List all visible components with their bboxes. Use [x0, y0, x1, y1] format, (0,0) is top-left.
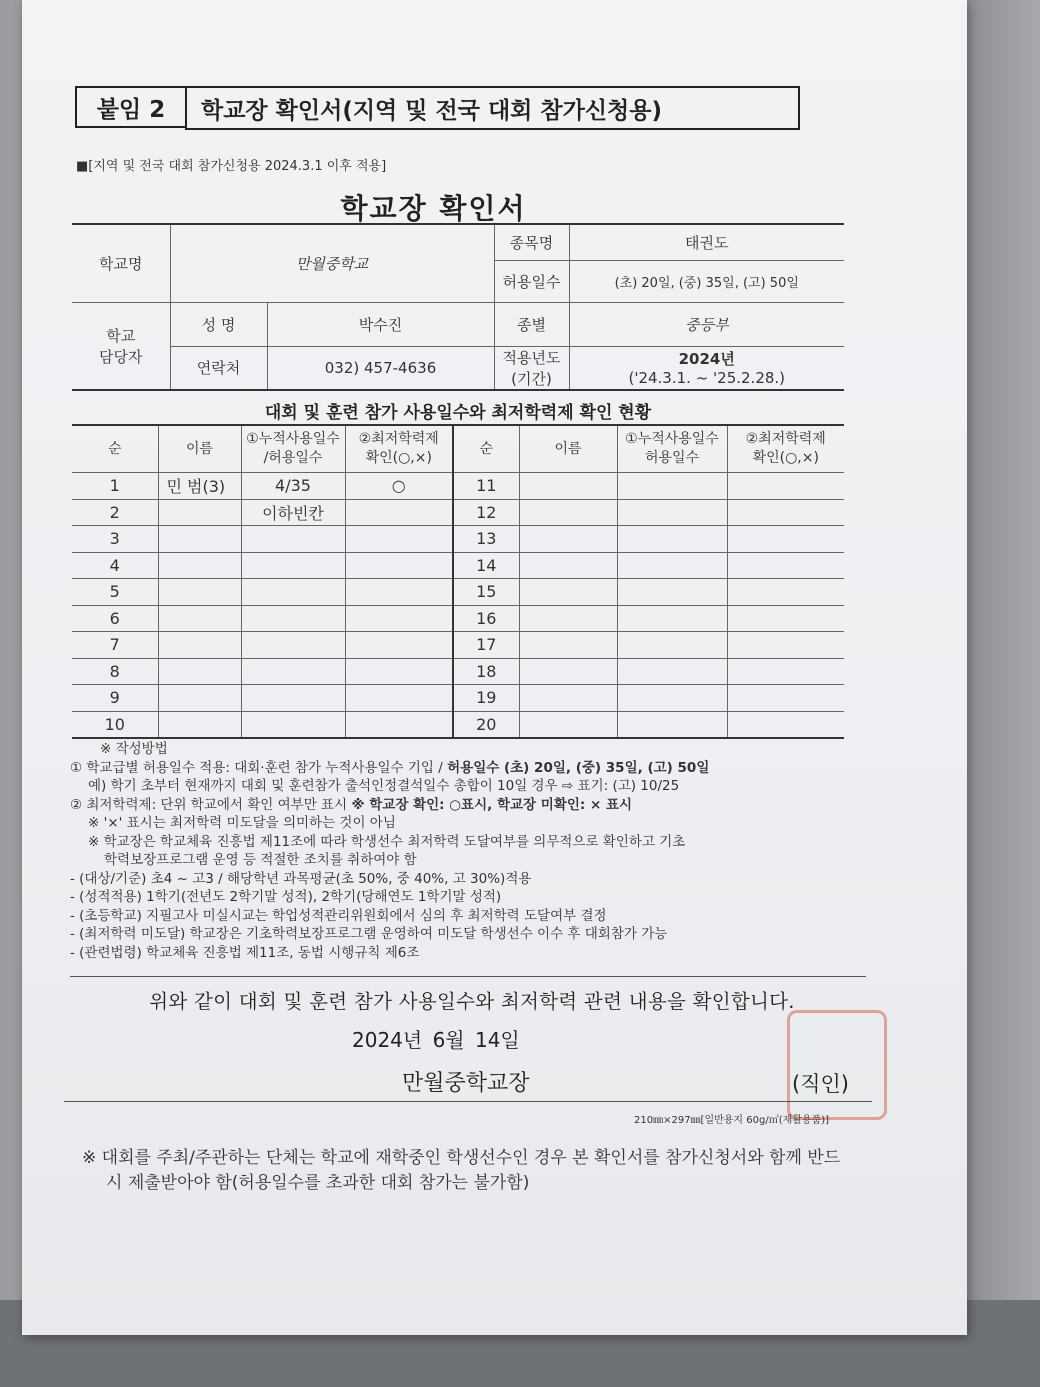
- row-no: 9: [72, 685, 158, 712]
- name-value: 박수진: [267, 302, 494, 346]
- row-check: ○: [345, 473, 453, 500]
- row-days: 4/35: [241, 473, 345, 500]
- row-no-right: 20: [453, 711, 519, 738]
- row-check-right: [727, 711, 844, 738]
- row-name-right: [519, 473, 617, 500]
- row-name-right: [519, 552, 617, 579]
- staff-label: 학교 담당자: [72, 302, 170, 390]
- note-6: - (성적적용) 1학기(전년도 2학기말 성적), 2학기(당해연도 1학기말 성적): [70, 889, 502, 905]
- note-7: - (초등학교) 지필고사 미실시교는 학업성적관리위원회에서 심의 후 최저학력 도달여부 결정: [70, 907, 607, 924]
- row-name: [158, 711, 241, 738]
- contact-label: 연락처: [170, 346, 267, 390]
- school-name-label: 학교명: [72, 224, 170, 302]
- row-check: [345, 552, 453, 579]
- header-name-right: 이름: [519, 425, 617, 473]
- row-no-right: 15: [453, 579, 519, 606]
- row-check-right: [727, 552, 844, 579]
- notes-heading: ※ 작성방법: [100, 741, 168, 757]
- allowed-days-value: (초) 20일, (중) 35일, (고) 50일: [569, 260, 844, 302]
- row-days: [241, 605, 345, 632]
- principal-name: 만월중학교장: [402, 1071, 530, 1096]
- row-check-right: [727, 499, 844, 526]
- row-check-right: [727, 605, 844, 632]
- table-row: [72, 579, 844, 606]
- note-1: ① 학교급별 허용일수 적용: 대회·훈련 참가 누적사용일수 기입 / 허용일수 (초) 20일, (중) 35일, (고) 50일: [70, 759, 710, 776]
- year-value: 2024년 ('24.3.1. ~ '25.2.28.): [569, 346, 844, 390]
- row-no-right: 19: [453, 685, 519, 712]
- row-name-right: [519, 658, 617, 685]
- name-label: 성 명: [170, 302, 267, 346]
- row-days: [241, 632, 345, 659]
- row-no-right: 13: [453, 526, 519, 553]
- header-days-right: ①누적사용일수 허용일수: [617, 425, 727, 473]
- row-no: 8: [72, 658, 158, 685]
- note-5: - (대상/기준) 초4 ~ 고3 / 해당학년 과목평균(초 50%, 중 40%, 고 30%)적용: [70, 870, 532, 887]
- row-name-right: [519, 711, 617, 738]
- document-paper: [22, 0, 967, 1335]
- main-title: 학교장 확인서: [340, 192, 527, 225]
- row-no: 5: [72, 579, 158, 606]
- row-check-right: [727, 632, 844, 659]
- row-days-right: [617, 473, 727, 500]
- row-days-right: [617, 579, 727, 606]
- note-1-example: 예) 학기 초부터 현재까지 대회 및 훈련참가 출석인정결석일수 총합이 10일 경우 ⇨ 표기: (고) 10/25: [88, 778, 680, 794]
- row-check: [345, 632, 453, 659]
- row-check: [345, 685, 453, 712]
- row-name-right: [519, 685, 617, 712]
- instructions: [70, 740, 870, 962]
- row-no: 10: [72, 711, 158, 738]
- row-days: 이하빈칸: [241, 499, 345, 526]
- note-2: ② 최저학력제: 단위 학교에서 확인 여부만 표시 ※ 학교장 확인: ○표시, 학교장 미확인: × 표시: [70, 796, 633, 813]
- row-no-right: 17: [453, 632, 519, 659]
- row-days-right: [617, 552, 727, 579]
- attachment-label: 붙임 2: [75, 86, 187, 128]
- row-days-right: [617, 605, 727, 632]
- note-4-cont: 학력보장프로그램 운영 등 적절한 조치를 취하여야 함: [104, 852, 417, 868]
- note-9: - (관련법령) 학교체육 진흥법 제11조, 동법 시행규칙 제6조: [70, 944, 420, 961]
- table-row: [72, 711, 844, 738]
- row-name: [158, 658, 241, 685]
- row-name: [158, 526, 241, 553]
- row-check-right: [727, 658, 844, 685]
- row-check: [345, 526, 453, 553]
- row-name: [158, 499, 241, 526]
- header-no-right: 순: [453, 425, 519, 473]
- row-days: [241, 526, 345, 553]
- row-days: [241, 685, 345, 712]
- table-title: 대회 및 훈련 참가 사용일수와 최저학력제 확인 현황: [264, 403, 652, 423]
- row-check: [345, 711, 453, 738]
- table-row: [72, 526, 844, 553]
- row-no: 1: [72, 473, 158, 500]
- row-check-right: [727, 473, 844, 500]
- row-name-right: [519, 526, 617, 553]
- row-no: 3: [72, 526, 158, 553]
- table-row: [72, 605, 844, 632]
- header-academic: ②최저학력제 확인(○,×): [345, 425, 453, 473]
- table-row: [72, 632, 844, 659]
- note-8: - (최저학력 미도달) 학교장은 기초학력보장프로그램 운영하여 미도달 학생선수 이수 후 대회참가 가능: [70, 926, 668, 942]
- table-row: [72, 685, 844, 712]
- row-days-right: [617, 685, 727, 712]
- footer-notice: ※ 대회를 주최/주관하는 단체는 학교에 재학중인 학생선수인 경우 본 확인서를 참가신청서와 함께 반드 시 제출받아야 함(허용일수를 초과한 대회 참가는 불가함): [82, 1148, 841, 1193]
- confirm-statement: 위와 같이 대회 및 훈련 참가 사용일수와 최저학력 관련 내용을 확인합니다.: [149, 990, 795, 1013]
- allowed-days-label: 허용일수: [494, 260, 569, 302]
- apply-note: ■[지역 및 전국 대회 참가신청용 2024.3.1 이후 적용]: [76, 159, 387, 174]
- sport-label: 종목명: [494, 224, 569, 260]
- header-days: ①누적사용일수 /허용일수: [241, 425, 345, 473]
- table-row: [72, 473, 844, 500]
- row-name: [158, 579, 241, 606]
- row-no-right: 11: [453, 473, 519, 500]
- row-check-right: [727, 579, 844, 606]
- category-label: 종별: [494, 302, 569, 346]
- sport-value: 태권도: [569, 224, 844, 260]
- row-days-right: [617, 526, 727, 553]
- row-no-right: 18: [453, 658, 519, 685]
- header-academic-right: ②최저학력제 확인(○,×): [727, 425, 844, 473]
- header-no: 순: [72, 425, 158, 473]
- signature-rule: [64, 1101, 872, 1102]
- info-table: [72, 223, 844, 391]
- contact-value: 032) 457-4636: [267, 346, 494, 390]
- row-days: [241, 711, 345, 738]
- row-check: [345, 499, 453, 526]
- school-name-value: 만월중학교: [170, 224, 494, 302]
- row-days-right: [617, 632, 727, 659]
- row-check: [345, 579, 453, 606]
- paper-spec: 210㎜×297㎜[일반용지 60g/㎡(재활용품)]: [634, 1115, 830, 1126]
- row-name-right: [519, 632, 617, 659]
- row-name: 민 범(3): [158, 473, 241, 500]
- table-row: [72, 499, 844, 526]
- header-name: 이름: [158, 425, 241, 473]
- row-no: 6: [72, 605, 158, 632]
- row-name: [158, 685, 241, 712]
- row-no: 4: [72, 552, 158, 579]
- row-no: 2: [72, 499, 158, 526]
- row-name: [158, 632, 241, 659]
- row-days-right: [617, 658, 727, 685]
- row-days: [241, 579, 345, 606]
- seal-label: (직인): [792, 1072, 849, 1096]
- row-check: [345, 605, 453, 632]
- row-days: [241, 658, 345, 685]
- document-title: 학교장 확인서(지역 및 전국 대회 참가신청용): [185, 86, 800, 130]
- year-label: 적용년도 (기간): [494, 346, 569, 390]
- row-name-right: [519, 579, 617, 606]
- table-row: [72, 552, 844, 579]
- row-days-right: [617, 499, 727, 526]
- note-3: ※ '×' 표시는 최저학력 미도달을 의미하는 것이 아님: [88, 815, 396, 831]
- row-no-right: 12: [453, 499, 519, 526]
- confirm-date: 2024년 6월 14일: [352, 1028, 520, 1052]
- row-check-right: [727, 685, 844, 712]
- row-days-right: [617, 711, 727, 738]
- row-check: [345, 658, 453, 685]
- row-no: 7: [72, 632, 158, 659]
- row-name: [158, 552, 241, 579]
- row-check-right: [727, 526, 844, 553]
- row-no-right: 16: [453, 605, 519, 632]
- category-value: 중등부: [569, 302, 844, 346]
- row-days: [241, 552, 345, 579]
- row-name-right: [519, 499, 617, 526]
- row-name: [158, 605, 241, 632]
- note-4: ※ 학교장은 학교체육 진흥법 제11조에 따라 학생선수 최저학력 도달여부를 의무적으로 확인하고 기초: [88, 833, 686, 850]
- row-name-right: [519, 605, 617, 632]
- official-seal-stamp: [787, 1010, 887, 1120]
- row-no-right: 14: [453, 552, 519, 579]
- status-table: [72, 424, 844, 739]
- table-row: [72, 658, 844, 685]
